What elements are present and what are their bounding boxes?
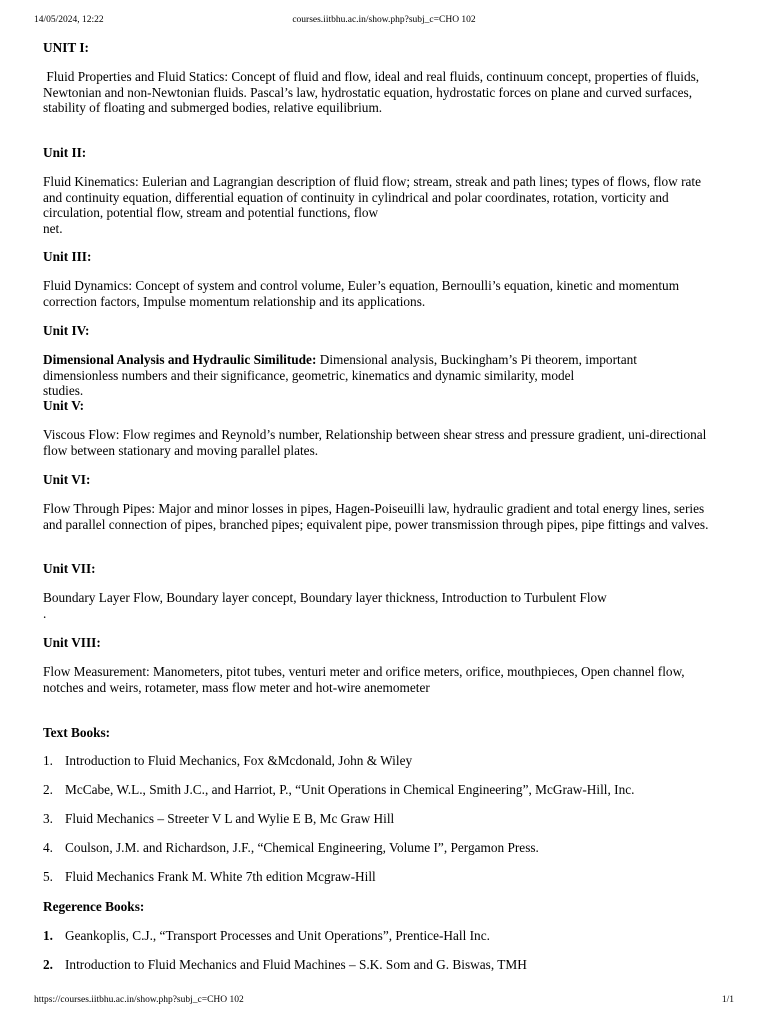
unit-8-heading: Unit VIII: (43, 635, 101, 650)
reference-books-heading: Regerence Books: (43, 899, 145, 914)
unit-2-text (43, 174, 722, 236)
unit-7-heading: Unit VII: (43, 561, 96, 576)
unit-5-heading: Unit V: (43, 398, 85, 413)
unit-4-lead: Dimensional Analysis and Hydraulic Similitude: (43, 352, 317, 367)
unit-1-text: Fluid Properties and Fluid Statics: Concept of fluid and flow, ideal and real fluids, continuum concept, properties of fluids, Newtonian and non-Newtonian fluids. Pascal’s law, hydrostatic equation, hydrostatic forces on plane and curved surfaces, stability of floating and submerged bodies, relative equilibrium. (43, 69, 703, 116)
text-books-heading: Text Books: (43, 725, 111, 740)
unit-1-heading: UNIT I: (43, 40, 89, 55)
print-page-title: courses.iitbhu.ac.in/show.php?subj_c=CHO 102 (292, 15, 476, 25)
print-header (34, 15, 734, 29)
unit-2-text-cont: net. (43, 220, 63, 236)
unit-8-text: Flow Measurement: Manometers, pitot tubes, venturi meter and orifice meters, orifice, mouthpieces, Open channel flow, notches and weirs, rotameter, mass flow meter and hot-wire anemometer (43, 664, 685, 695)
unit-7-text (43, 590, 722, 621)
unit-7-text-main: Boundary Layer Flow, Boundary layer concept, Boundary layer thickness, Introduction to Turbulent Flow (43, 590, 607, 605)
unit-6-text: Flow Through Pipes: Major and minor losses in pipes, Hagen-Poiseuilli law, hydraulic gradient and total energy lines, series and parallel connection of pipes, branched pipes; equivalent pipe, power transmission through pipes, pipe fittings and valves. (43, 501, 709, 532)
unit-2-text-main: Fluid Kinematics: Eulerian and Lagrangian description of fluid flow; stream, streak and path lines; types of flows, flow rate and continuity equation, differential equation of continuity in cylindrical and polar coordinates, rotation, vorticity and circulation, potential flow, stream and potential functions, flow (43, 174, 702, 221)
unit-7-text-cont: . (43, 605, 47, 621)
unit-5-text: Viscous Flow: Flow regimes and Reynold’s number, Relationship between shear stress and pressure gradient, uni-directional flow between stationary and moving parallel plates. (43, 427, 707, 458)
unit-3-heading: Unit III: (43, 249, 92, 264)
unit-2-heading: Unit II: (43, 145, 87, 160)
unit-6-heading: Unit VI: (43, 472, 91, 487)
unit-3-text: Fluid Dynamics: Concept of system and control volume, Euler’s equation, Bernoulli’s equation, kinetic and momentum correction factors, Impulse momentum relationship and its applications. (43, 278, 680, 309)
print-page-count: 1/1 (721, 995, 734, 1005)
unit-4-text (43, 352, 702, 399)
print-datetime: 14/05/2024, 12:22 (34, 15, 104, 25)
print-footer (34, 995, 734, 1009)
unit-4-heading: Unit IV: (43, 323, 90, 338)
print-url: https://courses.iitbhu.ac.in/show.php?subj_c=CHO 102 (34, 995, 244, 1005)
unit-4-text-cont: studies. (43, 383, 84, 399)
unit-4-text-main: Dimensional analysis, Buckingham’s Pi theorem, important dimensionless numbers and their significance, geometric, kinematics and dynamic similarity, model (43, 352, 637, 383)
